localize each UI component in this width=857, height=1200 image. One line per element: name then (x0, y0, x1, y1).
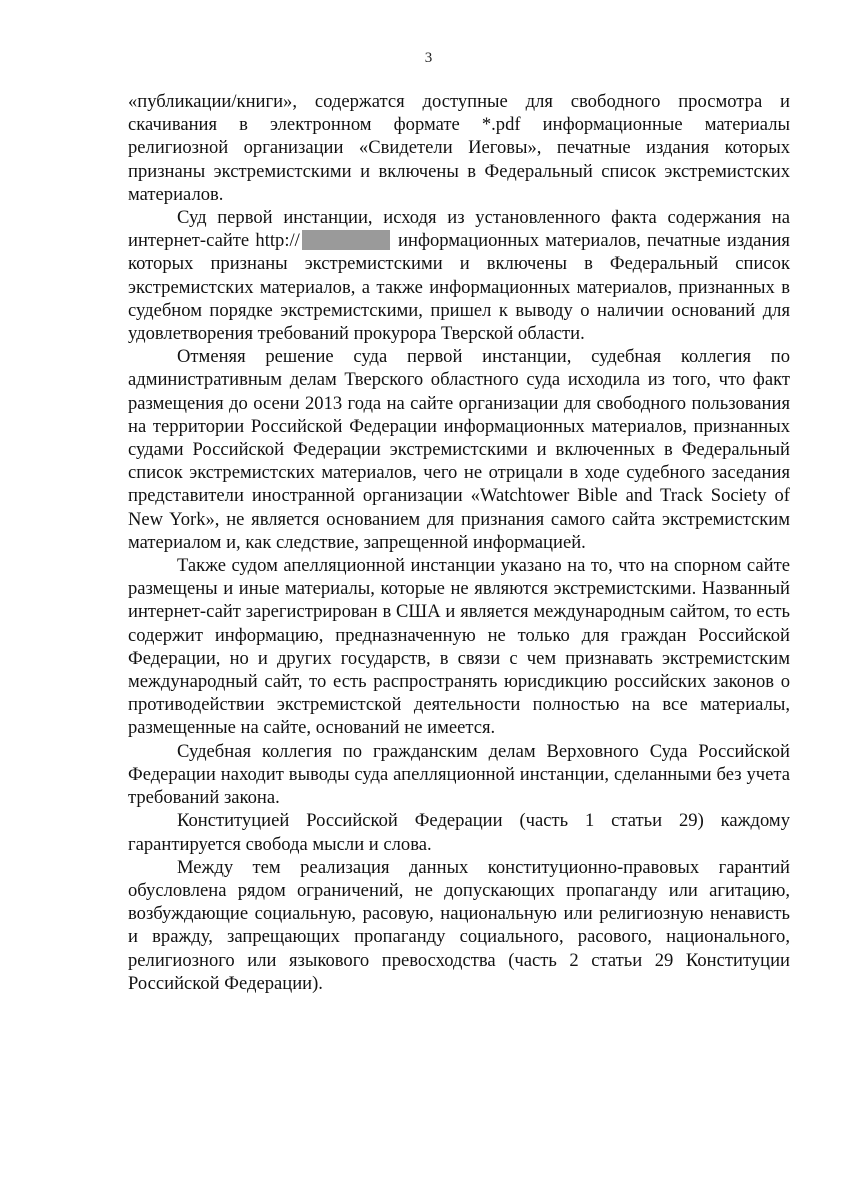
redacted-url-block (302, 230, 390, 250)
paragraph-1: «публикации/книги», содержатся доступные для свободного просмотра и скачивания в электронном формате *.pdf информационные материалы религиозной организации «Свидетели Иеговы», печатные издания которых признаны экстремистскими и включены в Федеральный список экстремистских материалов. (128, 91, 790, 205)
paragraph-2-rest: информационных материалов, печатные издания которых признаны экстремистскими и включены в Федеральный список экстремистских материалов, а также информационных материалов, признанных в судебном порядке экстремистскими, пришел к выводу о наличии оснований для удовлетворения требований прокурора Тверской области. (128, 230, 790, 345)
paragraph-7: Между тем реализация данных конституционно-правовых гарантий обусловлена рядом ограничений, не допускающих пропаганду или агитацию, возбуждающие социальную, расовую, национальную или религиозную ненависть и вражду, запрещающих пропаганду социального, расового, национального, религиозного или языкового превосходства (часть 2 статьи 29 Конституции Российской Федерации). (128, 856, 790, 994)
paragraph-5: Судебная коллегия по гражданским делам Верховного Суда Российской Федерации находит выводы суда апелляционной инстанции, сделанными без учета требований закона. (128, 740, 790, 809)
page-number: 3 (424, 50, 433, 66)
site-url-prefix: http:// (255, 230, 300, 252)
site-url (255, 230, 391, 251)
paragraph-2-lead: Суд первой инстанции, исходя из установленного факта содержания на интернет-сайте (128, 207, 790, 252)
paragraph-2 (128, 206, 790, 345)
paragraph-3: Отменяя решение суда первой инстанции, судебная коллегия по административным делам Тверского областного суда исходила из того, что факт размещения до осени 2013 года на сайте организации для свободного пользования на территории Российской Федерации информационных материалов, признанных судами Российской Федерации экстремистскими и включенных в Федеральный список экстремистских материалов, чего не отрицали в ходе судебного заседания представители иностранной организации «Watchtower Bible and Track Society of New York», не является основанием для признания самого сайта экстремистским материалом и, как следствие, запрещенной информацией. (128, 346, 790, 553)
paragraph-4: Также судом апелляционной инстанции указано на то, что на спорном сайте размещены и иные материалы, которые не являются экстремистскими. Названный интернет-сайт зарегистрирован в США и является международным сайтом, то есть содержит информацию, предназначенную не только для граждан Российской Федерации, но и других государств, в связи с чем признавать экстремистским международный сайт, то есть распространять юрисдикцию российских законов о противодействии экстремистской деятельности полностью на все материалы, размещенные на сайте, оснований не имеется. (128, 555, 790, 739)
paragraph-6: Конституцией Российской Федерации (часть 1 статьи 29) каждому гарантируется свобода мысли и слова. (128, 810, 790, 855)
document-body (128, 90, 790, 995)
